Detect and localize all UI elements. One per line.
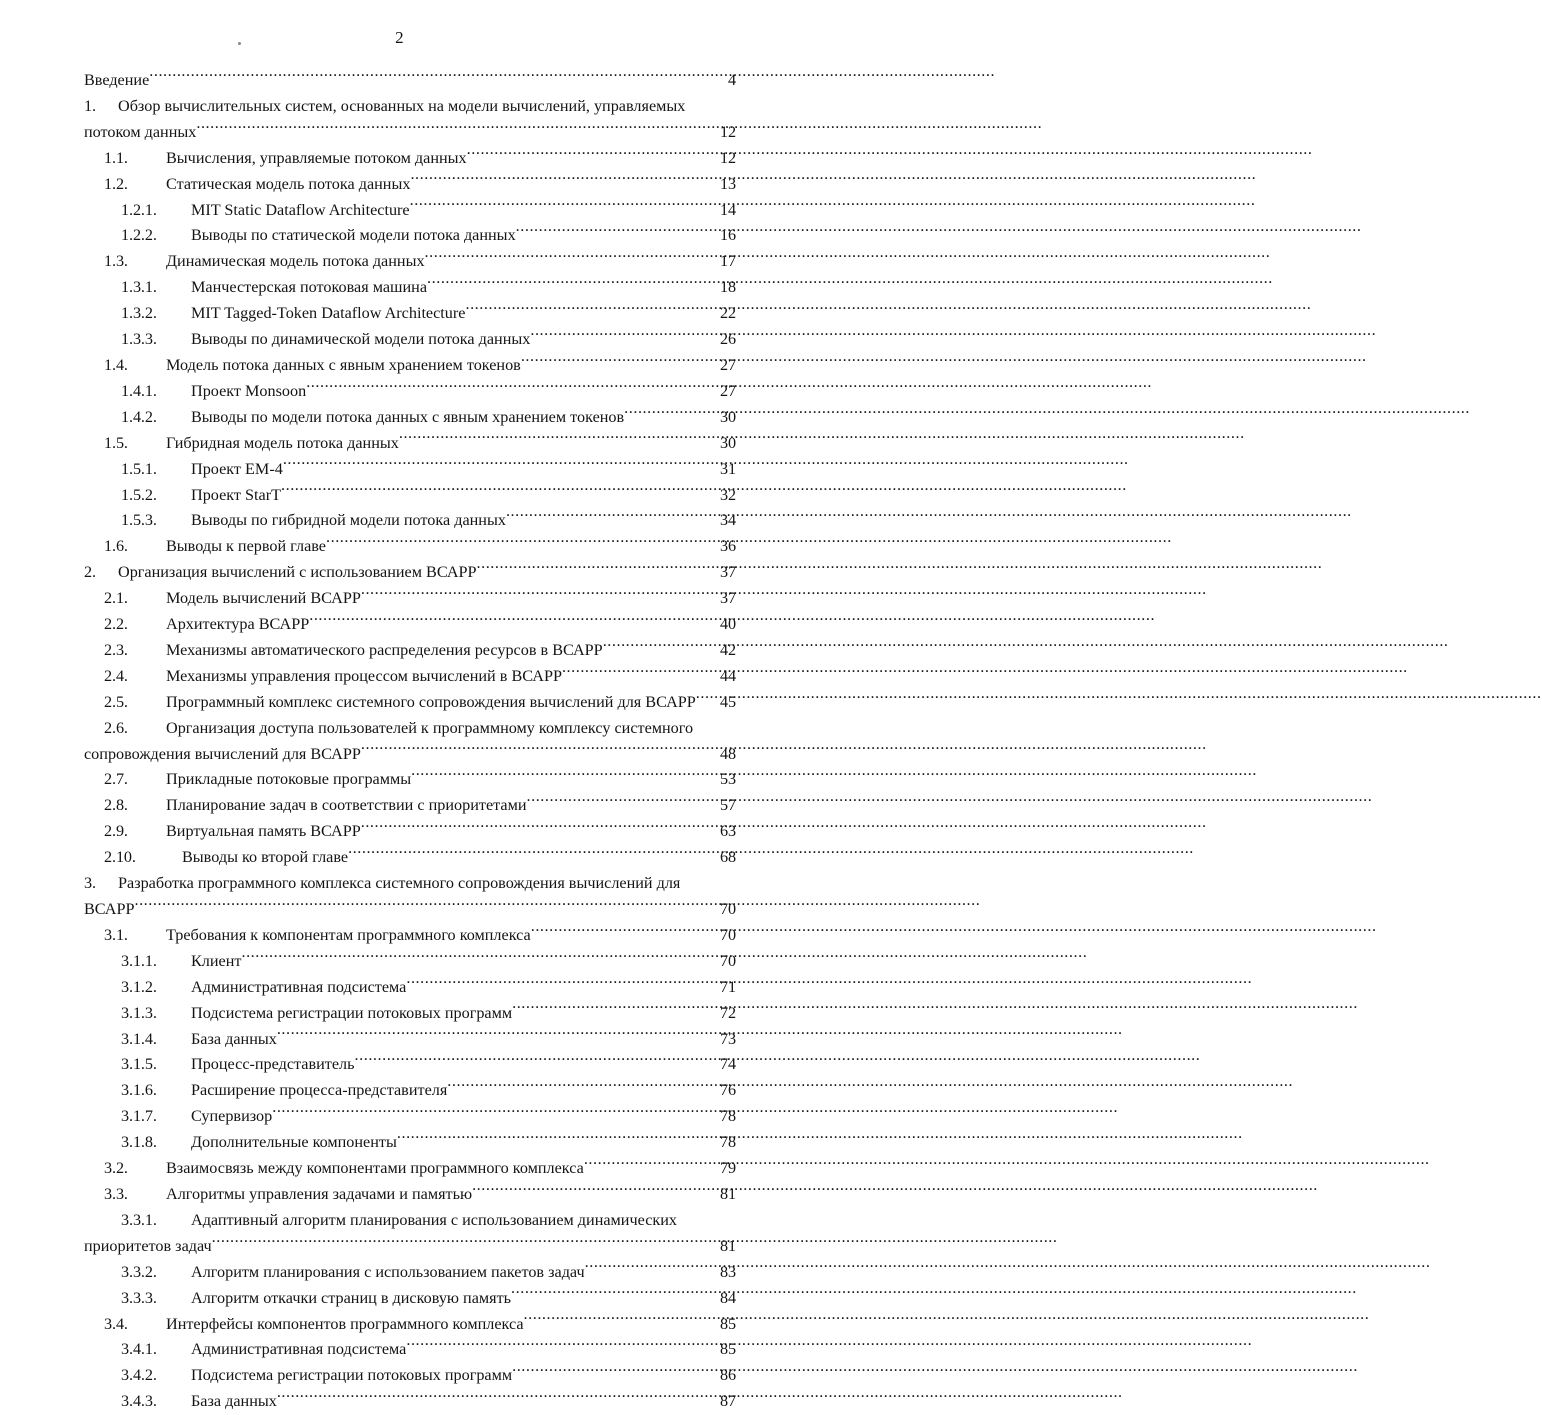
toc-entry-title: Подсистема регистрации потоковых программ bbox=[191, 1366, 513, 1385]
toc-entry-page-number: 78 bbox=[720, 1133, 736, 1152]
toc-entry-number: 3.4. bbox=[104, 1314, 128, 1333]
toc-entry-number: 3.1.7. bbox=[121, 1107, 157, 1126]
toc-entry-title: Виртуальная память ВСАРР bbox=[166, 822, 361, 841]
toc-entry-page-number: 53 bbox=[720, 770, 736, 789]
toc-entry-page-number: 40 bbox=[720, 615, 736, 634]
dot-leader bbox=[425, 250, 720, 266]
dot-leader bbox=[306, 380, 719, 396]
toc-entry-title: Проект StarT bbox=[191, 485, 281, 504]
dot-leader bbox=[527, 794, 720, 810]
dot-leader bbox=[467, 147, 720, 163]
toc-entry-number: 1.2. bbox=[104, 174, 128, 193]
toc-entry-page-number: 32 bbox=[720, 485, 736, 504]
toc-entry-title: Требования к компонентам программного комплекса bbox=[166, 925, 531, 944]
toc-entry-page-number: 27 bbox=[720, 355, 736, 374]
toc-entry-title: Механизмы управления процессом вычислений в ВСАРР bbox=[166, 666, 562, 685]
toc-entry-number: 3.2. bbox=[104, 1159, 128, 1178]
toc-entry-title: Клиент bbox=[191, 951, 242, 970]
dot-leader bbox=[477, 561, 720, 577]
toc-entry-page-number: 57 bbox=[720, 796, 736, 815]
toc-entry-line bbox=[104, 1182, 736, 1208]
dot-leader bbox=[406, 976, 719, 992]
toc-entry-page-number: 45 bbox=[720, 692, 736, 711]
toc-entry-page-number: 76 bbox=[720, 1081, 736, 1100]
dot-leader bbox=[309, 613, 719, 629]
dot-leader bbox=[212, 1235, 720, 1251]
toc-entry-number: 3.1.2. bbox=[121, 977, 157, 996]
toc-entry-number: 3.3.1. bbox=[121, 1210, 157, 1229]
toc-entry-title: Интерфейсы компонентов программного комплекса bbox=[166, 1314, 524, 1333]
toc-entry[interactable] bbox=[84, 845, 736, 871]
dot-leader bbox=[241, 950, 719, 966]
toc-entry-number: 1.1. bbox=[104, 148, 128, 167]
toc-entry-page-number: 27 bbox=[720, 381, 736, 400]
dot-leader bbox=[196, 121, 719, 137]
toc-entry-number: 1.3. bbox=[104, 252, 128, 271]
toc-entry-title: ВСАРР bbox=[84, 900, 135, 918]
toc-entry-page-number: 13 bbox=[720, 174, 736, 193]
toc-entry-title: База данных bbox=[191, 1392, 277, 1411]
dot-leader bbox=[399, 432, 720, 448]
toc-entry[interactable] bbox=[84, 690, 736, 716]
dot-leader bbox=[447, 1079, 719, 1095]
toc-entry[interactable] bbox=[84, 1389, 736, 1415]
toc-entry-number: 1.3.3. bbox=[121, 330, 157, 349]
dot-leader bbox=[521, 354, 720, 370]
toc-entry-number: 3.3. bbox=[104, 1184, 128, 1203]
toc-entry-title: Организация вычислений с использованием ВСАРР bbox=[118, 563, 477, 582]
toc-entry-page-number: 81 bbox=[720, 1236, 736, 1255]
dot-leader bbox=[281, 483, 720, 499]
toc-entry-page-number: 36 bbox=[720, 537, 736, 556]
toc-entry-title: Выводы по статической модели потока данных bbox=[191, 226, 516, 245]
toc-entry-number: 1.5.2. bbox=[121, 485, 157, 504]
dot-leader bbox=[530, 328, 719, 344]
toc-entry-number: 2.2. bbox=[104, 615, 128, 634]
toc-entry-title: Планирование задач в соответствии с приоритетами bbox=[166, 796, 527, 815]
dot-leader bbox=[410, 198, 720, 214]
toc-entry-page-number: 70 bbox=[720, 951, 736, 970]
toc-entry-title: сопровождения вычислений для ВСАРР bbox=[84, 744, 361, 763]
toc-entry-page-number: 30 bbox=[720, 433, 736, 452]
toc-entry-title: Прикладные потоковые программы bbox=[166, 770, 412, 789]
toc-entry-number: 2.10. bbox=[104, 848, 136, 867]
dot-leader bbox=[465, 302, 719, 318]
toc-entry-number: 3.4.2. bbox=[121, 1366, 157, 1385]
dot-leader bbox=[411, 768, 719, 784]
toc-entry-title: Выводы ко второй главе bbox=[182, 848, 349, 867]
toc-entry-title: приоритетов задач bbox=[84, 1236, 212, 1255]
toc-entry-number: 2.5. bbox=[104, 692, 128, 711]
toc-entry-number: 2.9. bbox=[104, 822, 128, 841]
toc-entry-number: 3.1.4. bbox=[121, 1029, 157, 1048]
toc-entry-number: 3.4.3. bbox=[121, 1392, 157, 1411]
dot-leader bbox=[361, 587, 720, 603]
page-number-header: 2 bbox=[395, 28, 404, 47]
dot-leader bbox=[397, 1131, 720, 1147]
toc-entry-number: 3.1.6. bbox=[121, 1081, 157, 1100]
toc-entry-page-number: 17 bbox=[720, 252, 736, 271]
dot-leader bbox=[277, 1390, 720, 1406]
toc-entry-number: 3.1. bbox=[104, 925, 128, 944]
toc-entry-title: Подсистема регистрации потоковых программ bbox=[191, 1003, 513, 1022]
dot-leader bbox=[516, 224, 720, 240]
toc-entry-number: 1.6. bbox=[104, 537, 128, 556]
toc-entry-page-number: 72 bbox=[720, 1003, 736, 1022]
toc-entry-page-number: 44 bbox=[720, 666, 736, 685]
toc-entry-page-number: 74 bbox=[720, 1055, 736, 1074]
toc-entry-title: Выводы к первой главе bbox=[166, 537, 326, 556]
toc-entry-title: Обзор вычислительных систем, основанных на модели вычислений, управляемых bbox=[118, 96, 686, 115]
dot-leader bbox=[134, 898, 719, 914]
toc-entry-number: 1.5.3. bbox=[121, 511, 157, 530]
toc-entry-title: Административная подсистема bbox=[191, 1340, 407, 1359]
dot-leader bbox=[410, 172, 719, 188]
toc-entry-page-number: 87 bbox=[720, 1392, 736, 1411]
toc-entry-number: 1.5.1. bbox=[121, 459, 157, 478]
toc-entry-number: 3. bbox=[84, 874, 96, 893]
toc-entry-title: Разработка программного комплекса системного сопровождения вычислений для bbox=[118, 874, 681, 893]
toc-entry-page-number: 34 bbox=[720, 511, 736, 530]
dot-leader bbox=[584, 1157, 720, 1173]
toc-entry-number: 1.3.1. bbox=[121, 278, 157, 297]
toc-entry-page-number: 81 bbox=[720, 1184, 736, 1203]
toc-entry-title: Выводы по гибридной модели потока данных bbox=[191, 511, 506, 530]
toc-entry-title: Выводы по динамической модели потока данных bbox=[191, 330, 531, 349]
toc-entry-title: Организация доступа пользователей к программному комплексу системного bbox=[166, 718, 694, 737]
toc-entry-page-number: 70 bbox=[720, 900, 736, 918]
dot-leader bbox=[531, 924, 720, 940]
toc-entry-title: Проект EM-4 bbox=[191, 459, 283, 478]
toc-entry-page-number: 78 bbox=[720, 1107, 736, 1126]
toc-entry-title: Динамическая модель потока данных bbox=[166, 252, 425, 271]
dot-leader bbox=[361, 742, 720, 758]
dot-leader bbox=[355, 1053, 720, 1069]
toc-entry-number: 1.4.2. bbox=[121, 407, 157, 426]
toc-entry-page-number: 12 bbox=[720, 122, 736, 141]
dot-leader bbox=[361, 820, 720, 836]
toc-entry-line bbox=[104, 690, 736, 716]
toc-entry-page-number: 14 bbox=[720, 200, 736, 219]
toc-entry-page-number: 71 bbox=[720, 977, 736, 996]
dot-leader bbox=[524, 1312, 720, 1328]
toc-entry-line bbox=[104, 664, 736, 690]
toc-entry-page-number: 79 bbox=[720, 1159, 736, 1178]
toc-entry-title: Механизмы автоматического распределения ресурсов в ВСАРР bbox=[166, 640, 603, 659]
toc-entry-page-number: 84 bbox=[720, 1288, 736, 1307]
toc-entry-number: 3.3.3. bbox=[121, 1288, 157, 1307]
toc-entry-number: 1. bbox=[84, 96, 96, 115]
toc-entry-page-number: 86 bbox=[720, 1366, 736, 1385]
toc-entry-title: Архитектура ВСАРР bbox=[166, 615, 310, 634]
toc-entry-number: 3.1.3. bbox=[121, 1003, 157, 1022]
dot-leader bbox=[696, 691, 720, 707]
toc-entry-line bbox=[84, 68, 736, 94]
toc-entry-title: Модель вычислений ВСАРР bbox=[166, 589, 361, 608]
toc-entry-page-number: 83 bbox=[720, 1262, 736, 1281]
toc-entry-title: Вычисления, управляемые потоком данных bbox=[166, 148, 467, 167]
dot-leader bbox=[562, 665, 720, 681]
toc-entry-title: Проект Monsoon bbox=[191, 381, 307, 400]
dot-leader bbox=[506, 509, 720, 525]
dot-leader bbox=[406, 1338, 719, 1354]
toc-entry-title: Гибридная модель потока данных bbox=[166, 433, 399, 452]
toc-entry-number: 1.5. bbox=[104, 433, 128, 452]
toc-entry-title: Алгоритм планирования с использованием пакетов задач bbox=[191, 1262, 585, 1281]
dot-leader bbox=[348, 846, 719, 862]
toc-entry-page-number: 31 bbox=[720, 459, 736, 478]
toc-entry-title: MIT Static Dataflow Architecture bbox=[191, 200, 410, 219]
dot-leader bbox=[585, 1261, 720, 1277]
toc-entry-number: 3.3.2. bbox=[121, 1262, 157, 1281]
toc-entry-number: 2.7. bbox=[104, 770, 128, 789]
toc-entry-page-number: 18 bbox=[720, 278, 736, 297]
toc-entry[interactable] bbox=[84, 68, 736, 94]
dot-leader bbox=[512, 1364, 719, 1380]
toc-entry-page-number: 68 bbox=[720, 848, 736, 867]
toc-entry[interactable] bbox=[84, 664, 736, 690]
toc-entry-page-number: 85 bbox=[720, 1340, 736, 1359]
toc-entry-number: 2.6. bbox=[104, 718, 128, 737]
toc-entry-page-number: 4 bbox=[728, 71, 736, 89]
toc-entry-number: 1.3.2. bbox=[121, 304, 157, 323]
toc-entry-page-number: 73 bbox=[720, 1029, 736, 1048]
toc-entry-number: 3.1.8. bbox=[121, 1133, 157, 1152]
toc-entry-page-number: 42 bbox=[720, 640, 736, 659]
toc-entry-number: 2.1. bbox=[104, 589, 128, 608]
toc-entry-page-number: 30 bbox=[720, 407, 736, 426]
toc-entry-page-number: 85 bbox=[720, 1314, 736, 1333]
scan-speck-artifact bbox=[238, 42, 241, 45]
table-of-contents bbox=[84, 68, 736, 1415]
toc-entry-title: Программный комплекс системного сопровождения вычислений для ВСАРР bbox=[166, 692, 696, 711]
toc-entry-title: Процесс-представитель bbox=[191, 1055, 355, 1074]
dot-leader bbox=[512, 1001, 719, 1017]
dot-leader bbox=[277, 1027, 720, 1043]
toc-entry-title: потоком данных bbox=[84, 122, 197, 141]
toc-entry-title: MIT Tagged-Token Dataflow Architecture bbox=[191, 304, 466, 323]
toc-entry-page-number: 12 bbox=[720, 148, 736, 167]
toc-entry-title: Алгоритм откачки страниц в дисковую память bbox=[191, 1288, 512, 1307]
dot-leader bbox=[326, 535, 720, 551]
toc-entry-number: 1.4.1. bbox=[121, 381, 157, 400]
dot-leader bbox=[149, 69, 727, 85]
toc-entry-title: Алгоритмы управления задачами и памятью bbox=[166, 1184, 473, 1203]
toc-entry-title: Введение bbox=[84, 71, 150, 89]
toc-entry-page-number: 37 bbox=[720, 589, 736, 608]
toc-entry-title: Взаимосвязь между компонентами программного комплекса bbox=[166, 1159, 584, 1178]
dot-leader bbox=[472, 1183, 719, 1199]
toc-entry-number: 1.2.1. bbox=[121, 200, 157, 219]
toc-entry-page-number: 70 bbox=[720, 925, 736, 944]
dot-leader bbox=[511, 1286, 719, 1302]
toc-entry-number: 3.1.5. bbox=[121, 1055, 157, 1074]
toc-entry-number: 2.4. bbox=[104, 666, 128, 685]
toc-entry-number: 2.3. bbox=[104, 640, 128, 659]
toc-entry-title: Супервизор bbox=[191, 1107, 273, 1126]
toc-entry-page-number: 22 bbox=[720, 304, 736, 323]
toc-entry-title: Статическая модель потока данных bbox=[166, 174, 411, 193]
toc-entry-page-number: 48 bbox=[720, 744, 736, 763]
dot-leader bbox=[272, 1105, 719, 1121]
toc-entry-page-number: 37 bbox=[720, 563, 736, 582]
toc-entry-title: Выводы по модели потока данных с явным хранением токенов bbox=[191, 407, 625, 426]
toc-entry-page-number: 26 bbox=[720, 330, 736, 349]
toc-entry-number: 1.4. bbox=[104, 355, 128, 374]
dot-leader bbox=[603, 639, 720, 655]
toc-entry-number: 3.1.1. bbox=[121, 951, 157, 970]
toc-entry-number: 2. bbox=[84, 563, 96, 582]
dot-leader bbox=[283, 457, 720, 473]
toc-entry-title: База данных bbox=[191, 1029, 277, 1048]
toc-entry-title: Дополнительные компоненты bbox=[191, 1133, 397, 1152]
toc-entry-title: Административная подсистема bbox=[191, 977, 407, 996]
toc-entry-number: 2.8. bbox=[104, 796, 128, 815]
toc-entry-title: Модель потока данных с явным хранением токенов bbox=[166, 355, 521, 374]
toc-entry-title: Расширение процесса-представителя bbox=[191, 1081, 448, 1100]
toc-entry-number: 3.4.1. bbox=[121, 1340, 157, 1359]
toc-entry-page-number: 63 bbox=[720, 822, 736, 841]
toc-entry-title: Адаптивный алгоритм планирования с использованием динамических bbox=[191, 1210, 677, 1229]
dot-leader bbox=[624, 406, 719, 422]
toc-entry-number: 1.2.2. bbox=[121, 226, 157, 245]
toc-entry-line bbox=[104, 845, 736, 871]
toc-entry-page-number: 16 bbox=[720, 226, 736, 245]
toc-entry-title: Манчестерская потоковая машина bbox=[191, 278, 428, 297]
toc-entry[interactable] bbox=[84, 1182, 736, 1208]
dot-leader bbox=[427, 276, 719, 292]
toc-entry-line bbox=[121, 1389, 736, 1415]
